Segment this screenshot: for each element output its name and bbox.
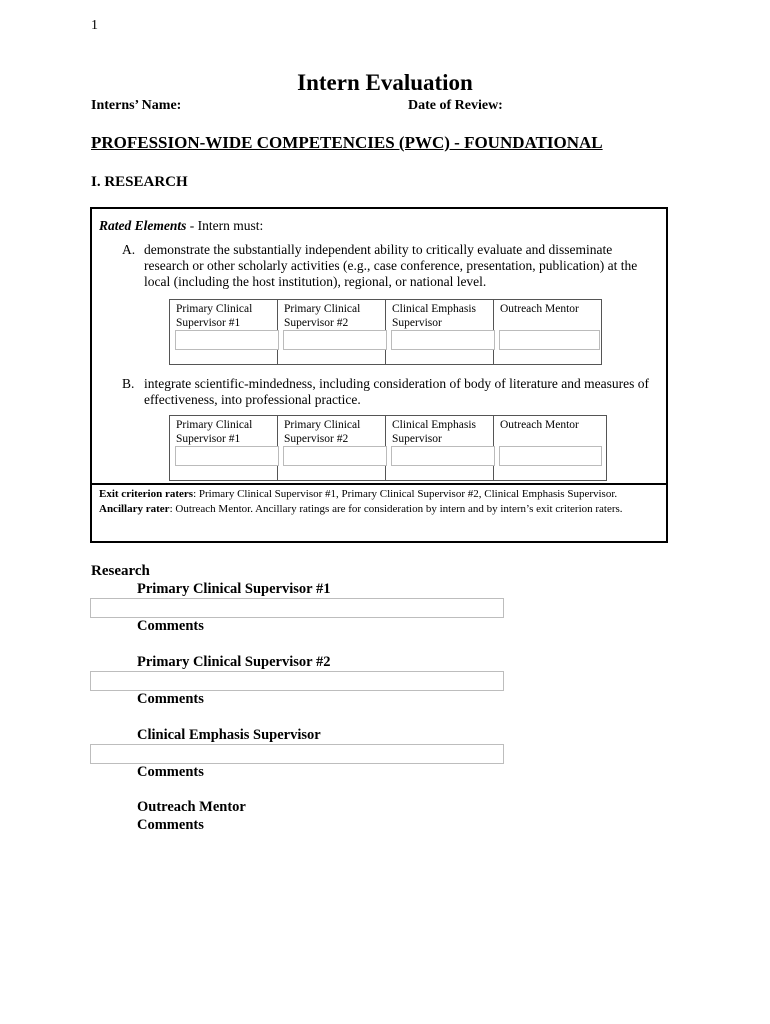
summary-supervisor-label: Primary Clinical Supervisor #1 [137,581,331,597]
comments-label: Comments [137,691,204,707]
rated-elements-label: Rated Elements [99,218,187,233]
ancillary-rater-text: : Outreach Mentor. Ancillary ratings are for consideration by intern and by intern’s exit criterion raters. [169,503,623,515]
page-title: Intern Evaluation [297,70,473,95]
rated-elements-suffix: - Intern must: [186,218,264,233]
item-a-text: demonstrate the substantially independent ability to critically evaluate and disseminate research or other scholarly activities (e.g., case conference, presentation, publication) at the local (including the host institution), regional, or national level. [144,242,638,289]
research-summary-title: Research [91,563,150,579]
rater-label: Primary Clinical Supervisor #1 [176,303,253,329]
rater-a-pcs1-input[interactable] [175,330,279,350]
pcs1-rating-input[interactable] [90,598,504,618]
rater-b-outreach-input[interactable] [499,446,602,466]
ancillary-rater-label: Ancillary rater [99,503,170,515]
rater-label: Outreach Mentor [500,419,579,431]
rater-cell [386,300,494,365]
rater-label: Primary Clinical Supervisor #2 [284,303,361,329]
ancillary-rater-line [99,502,660,517]
rater-label: Clinical Emphasis Supervisor [392,419,477,445]
rater-cell [386,416,494,481]
rater-cell [494,300,602,365]
exit-raters-line [99,487,660,502]
date-of-review-label: Date of Review: [408,98,503,113]
comments-label: Comments [137,618,204,634]
rater-cell [170,300,278,365]
rater-table-b [169,415,607,481]
rater-cell [278,416,386,481]
section-heading: PROFESSION-WIDE COMPETENCIES (PWC) - FOUNDATIONAL [91,133,603,152]
subsection-heading: I. RESEARCH [91,174,188,190]
rater-cell [170,416,278,481]
rater-b-ces-input[interactable] [391,446,495,466]
rater-b-pcs2-input[interactable] [283,446,387,466]
item-b-letter: B. [122,376,135,391]
rated-elements-intro [99,218,263,234]
rater-a-ces-input[interactable] [391,330,495,350]
page-number: 1 [91,18,98,33]
exit-raters-text: : Primary Clinical Supervisor #1, Primary Clinical Supervisor #2, Clinical Emphasis Supervisor. [193,488,618,500]
rated-elements-box [90,207,668,543]
rater-cell [494,416,607,481]
item-a-letter: A. [122,242,136,257]
rater-label: Primary Clinical Supervisor #2 [284,419,361,445]
rater-label: Outreach Mentor [500,303,579,315]
comments-label: Comments [137,817,204,833]
exit-raters-label: Exit criterion raters [99,488,194,500]
rater-a-pcs2-input[interactable] [283,330,387,350]
rater-b-pcs1-input[interactable] [175,446,279,466]
rater-cell [278,300,386,365]
summary-supervisor-label: Clinical Emphasis Supervisor [137,727,321,743]
rater-label: Clinical Emphasis Supervisor [392,303,477,329]
exit-criterion-note [92,483,666,517]
item-b-text: integrate scientific-mindedness, including consideration of body of literature and measures of effectiveness, into professional practice. [144,376,649,407]
rater-label: Primary Clinical Supervisor #1 [176,419,253,445]
ces-rating-input[interactable] [90,744,504,764]
interns-name-label: Interns’ Name: [91,98,182,113]
summary-supervisor-label: Outreach Mentor [137,799,246,815]
rater-table-a [169,299,602,365]
rater-a-outreach-input[interactable] [499,330,600,350]
pcs2-rating-input[interactable] [90,671,504,691]
comments-label: Comments [137,764,204,780]
summary-supervisor-label: Primary Clinical Supervisor #2 [137,654,331,670]
